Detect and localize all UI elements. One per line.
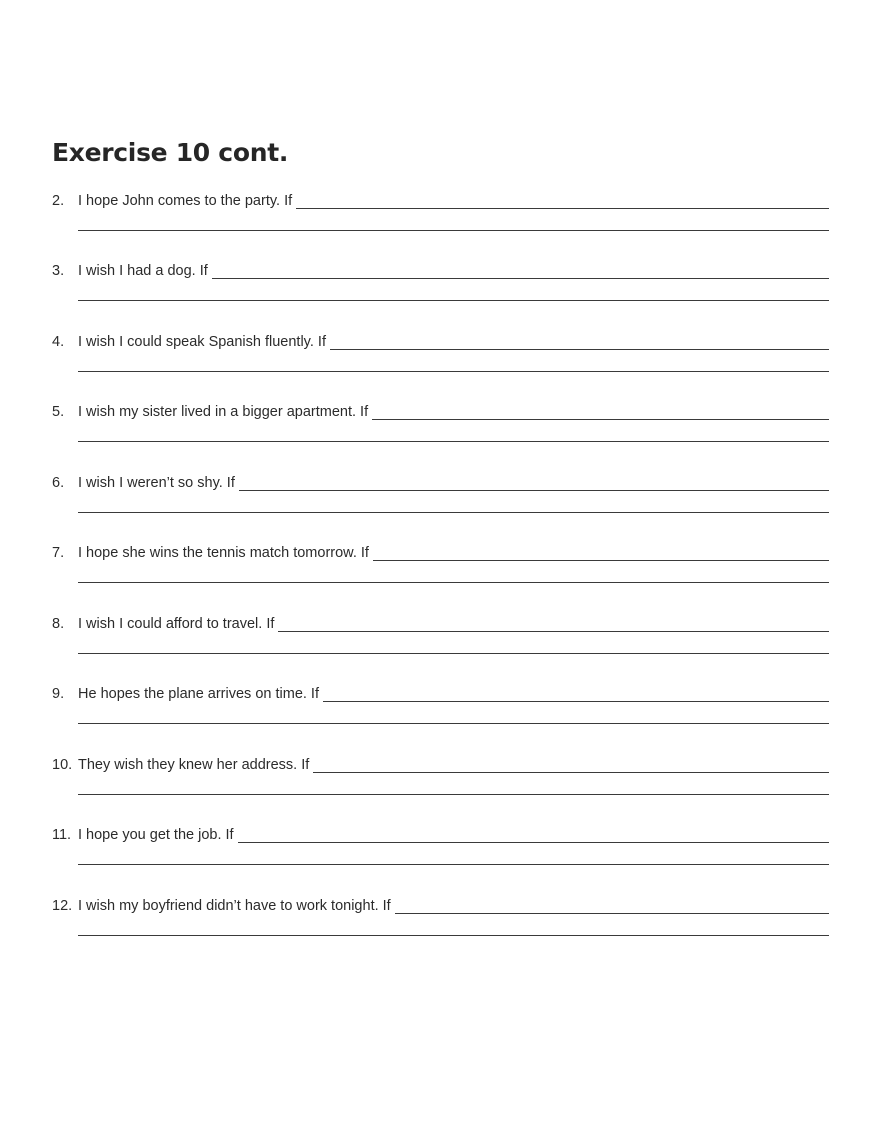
exercise-item-6: [52, 474, 829, 534]
item-number: 2.: [52, 193, 65, 209]
answer-line-continuation[interactable]: [78, 653, 829, 654]
answer-line-continuation[interactable]: [78, 582, 829, 583]
answer-line-continuation[interactable]: [78, 794, 829, 795]
item-number: 9.: [52, 686, 65, 702]
item-row: [78, 262, 829, 280]
answer-line[interactable]: [239, 490, 829, 491]
item-number: 5.: [52, 404, 65, 420]
answer-line[interactable]: [323, 701, 829, 702]
item-prompt: I hope John comes to the party. If: [78, 193, 293, 209]
exercise-item-4: [52, 333, 829, 393]
item-row: [78, 333, 829, 351]
exercise-item-5: [52, 403, 829, 463]
answer-line-continuation[interactable]: [78, 512, 829, 513]
answer-line-continuation[interactable]: [78, 300, 829, 301]
answer-line[interactable]: [296, 208, 829, 209]
exercise-item-7: [52, 544, 829, 604]
exercise-item-3: [52, 262, 829, 322]
answer-line[interactable]: [278, 631, 829, 632]
page-title: Exercise 10 cont.: [52, 138, 289, 167]
item-row: [78, 756, 829, 774]
item-prompt: I hope you get the job. If: [78, 827, 234, 843]
item-prompt: They wish they knew her address. If: [78, 757, 310, 773]
item-row: [78, 474, 829, 492]
item-prompt: He hopes the plane arrives on time. If: [78, 686, 319, 702]
item-row: [78, 685, 829, 703]
item-number: 4.: [52, 334, 65, 350]
item-prompt: I wish my sister lived in a bigger apartment. If: [78, 404, 369, 420]
item-prompt: I wish I could afford to travel. If: [78, 616, 275, 632]
item-prompt: I wish my boyfriend didn’t have to work tonight. If: [78, 898, 391, 914]
item-row: [78, 192, 829, 210]
answer-line-continuation[interactable]: [78, 230, 829, 231]
item-prompt: I wish I had a dog. If: [78, 263, 208, 279]
item-row: [78, 544, 829, 562]
answer-line-continuation[interactable]: [78, 723, 829, 724]
item-number: 12.: [52, 898, 73, 914]
answer-line[interactable]: [330, 349, 829, 350]
exercise-item-12: [52, 897, 829, 957]
exercise-list: [52, 0, 829, 1139]
answer-line[interactable]: [313, 772, 829, 773]
item-number: 8.: [52, 616, 65, 632]
item-prompt: I hope she wins the tennis match tomorrow. If: [78, 545, 369, 561]
item-number: 3.: [52, 263, 65, 279]
item-prompt: I wish I could speak Spanish fluently. If: [78, 334, 326, 350]
item-row: [78, 897, 829, 915]
exercise-item-10: [52, 756, 829, 816]
answer-line[interactable]: [373, 560, 829, 561]
item-number: 6.: [52, 475, 65, 491]
answer-line[interactable]: [212, 278, 829, 279]
answer-line-continuation[interactable]: [78, 864, 829, 865]
item-row: [78, 826, 829, 844]
answer-line[interactable]: [238, 842, 829, 843]
item-row: [78, 403, 829, 421]
answer-line[interactable]: [395, 913, 829, 914]
exercise-item-8: [52, 615, 829, 675]
answer-line-continuation[interactable]: [78, 371, 829, 372]
exercise-item-11: [52, 826, 829, 886]
item-prompt: I wish I weren’t so shy. If: [78, 475, 235, 491]
answer-line-continuation[interactable]: [78, 935, 829, 936]
item-row: [78, 615, 829, 633]
answer-line[interactable]: [372, 419, 829, 420]
exercise-item-9: [52, 685, 829, 745]
answer-line-continuation[interactable]: [78, 441, 829, 442]
item-number: 11.: [52, 827, 72, 843]
item-number: 7.: [52, 545, 65, 561]
item-number: 10.: [52, 757, 73, 773]
exercise-item-2: [52, 192, 829, 252]
